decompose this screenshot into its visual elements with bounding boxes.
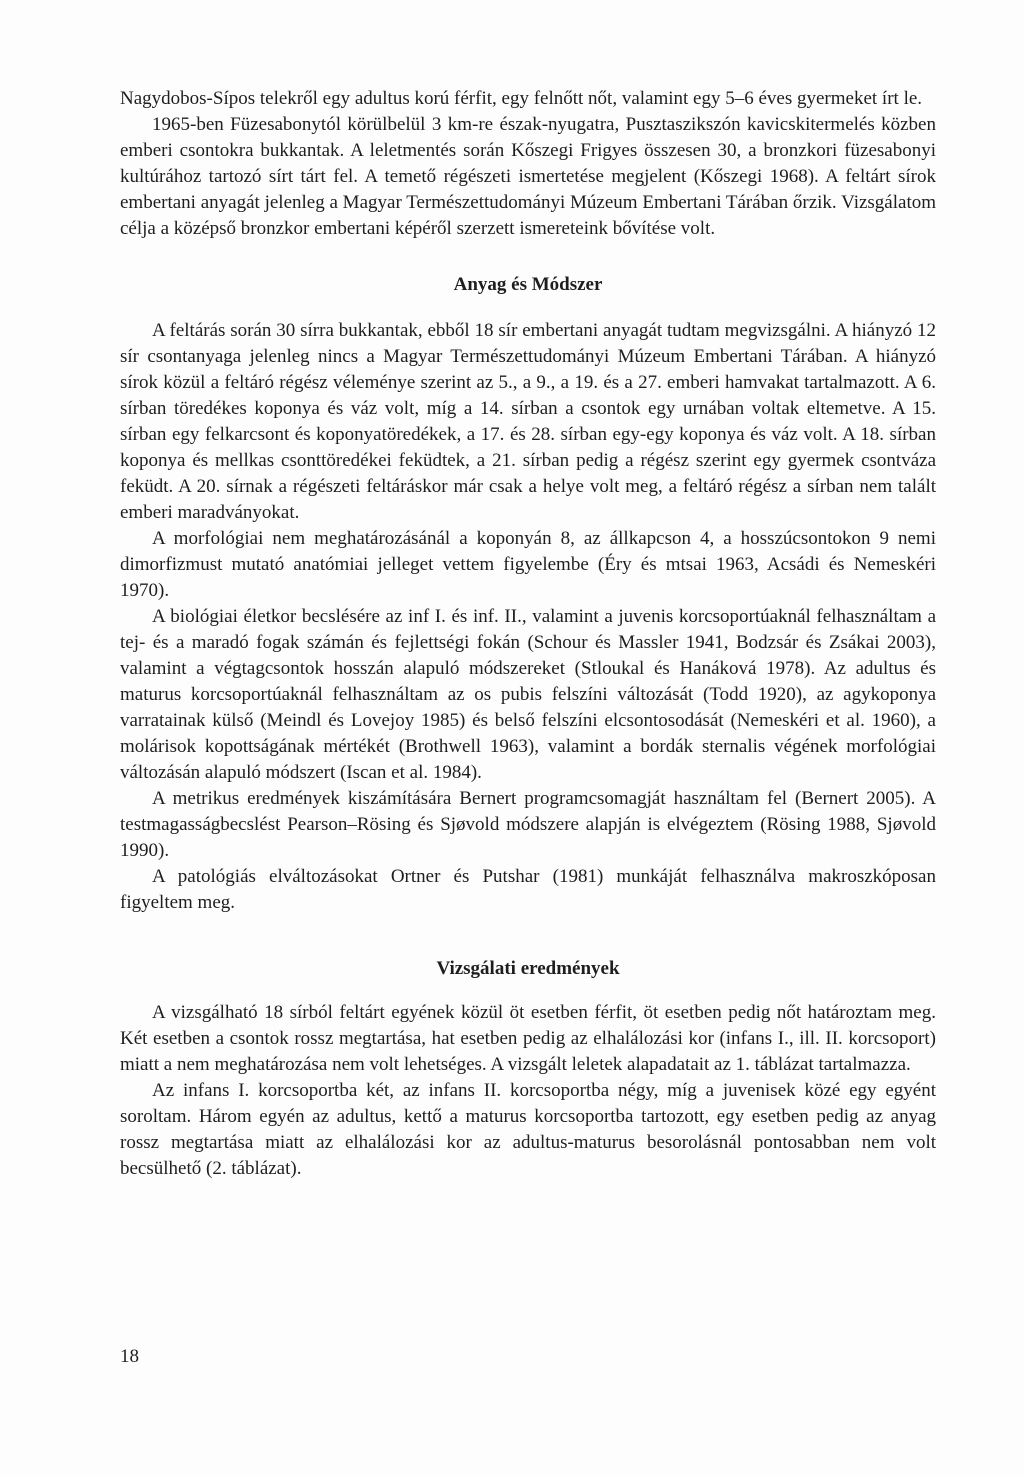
methods-paragraph-1: A feltárás során 30 sírra bukkantak, ebből 18 sír embertani anyagát tudtam megvizsgálni. A hiányzó 12 sír csontanyaga jelenleg nincs a Magyar Természettudományi Múzeum Embertani Tárában. A hiányzó sírok közül a feltáró régész véleménye szerint az 5., a 9., a 19. és a 27. emberi hamvakat tartalmazott. A 6. sírban töredékes koponya és váz volt, míg a 14. sírban a csontok egy urnában voltak eltemetve. A 15. sírban egy felkarcsont és koponyatöredékek, a 17. és 28. sírban egy-egy koponya és váz volt. A 18. sírban koponya és mellkas csonttöredékei feküdtek, a 21. sírban pedig a régész szerint egy gyermek csontváza feküdt. A 20. sírnak a régészeti feltáráskor már csak a helye volt meg, a feltáró régész a sírban nem talált emberi maradványokat. xyxy=(120,320,936,523)
results-paragraph-2: Az infans I. korcsoportba két, az infans II. korcsoportba négy, míg a juvenisek közé egy egyént soroltam. Három egyén az adultus, kettő a maturus korcsoportba tartozott, egy esetben pedig az anyag rossz megtartása miatt az elhalálozási kor az adultus-maturus besorolásnál pontosabban nem volt becsülhető (2. táblázat). xyxy=(120,1080,936,1179)
methods-paragraph-3: A biológiai életkor becslésére az inf I. és inf. II., valamint a juvenis korcsoportúaknál felhasználtam a tej- és a maradó fogak számán és fejlettségi fokán (Schour és Massler 1941, Bodzsár és Zsákai 2003), valamint a végtagcsontok hosszán alapuló módszereket (Stloukal és Hanáková 1978). Az adultus és maturus korcsoportúaknál felhasználtam az os pubis felszíni változását (Todd 1920), az agykoponya varratainak külső (Meindl és Lovejoy 1985) és belső felszíni elcsontosodását (Nemeskéri et al. 1960), a molárisok kopottságának mértékét (Brothwell 1963), valamint a bordák sternalis végének morfológiai változásán alapuló módszert (Iscan et al. 1984). xyxy=(120,606,936,783)
methods-paragraph-2: A morfológiai nem meghatározásánál a koponyán 8, az állkapcson 4, a hosszúcsontokon 9 nemi dimorfizmust mutató anatómiai jelleget vettem figyelembe (Éry és mtsai 1963, Acsádi és Nemeskéri 1970). xyxy=(120,528,936,601)
methods-paragraph-5: A patológiás elváltozásokat Ortner és Putshar (1981) munkáját felhasználva makroszkóposan figyeltem meg. xyxy=(120,866,936,913)
methods-paragraph-4: A metrikus eredmények kiszámítására Bernert programcsomagját használtam fel (Bernert 2005). A testmagasságbecslést Pearson–Rösing és Sjøvold módszere alapján is elvégeztem (Rösing 1988, Sjøvold 1990). xyxy=(120,788,936,861)
text-column xyxy=(120,86,936,1182)
intro-paragraph-1: Nagydobos-Sípos telekről egy adultus korú férfit, egy felnőtt nőt, valamint egy 5–6 éves gyermeket írt le. xyxy=(120,88,923,109)
section-heading-anyag-es-modszer: Anyag és Módszer xyxy=(453,274,603,295)
results-paragraph-1: A vizsgálható 18 sírból feltárt egyének közül öt esetben férfit, öt esetben pedig nőt határoztam meg. Két esetben a csontok rossz megtartása, hat esetben pedig az elhalálozási kor (infans I., ill. II. korcsoport) miatt a nem meghatározása nem volt lehetséges. A vizsgált leletek alapadatait az 1. táblázat tartalmazza. xyxy=(120,1002,936,1075)
page-number: 18 xyxy=(120,1346,139,1367)
intro-paragraph-2: 1965-ben Füzesabonytól körülbelül 3 km-re észak-nyugatra, Pusztaszikszón kavicskitermelés közben emberi csontokra bukkantak. A leletmentés során Kőszegi Frigyes összesen 30, a bronzkori füzesabonyi kultúrához tartozó sírt tárt fel. A temető régészeti ismertetése megjelent (Kőszegi 1968). A feltárt sírok embertani anyagát jelenleg a Magyar Természettudományi Múzeum Embertani Tárában őrzik. Vizsgálatom célja a középső bronzkor embertani képéről szerzett ismereteink bővítése volt. xyxy=(120,114,936,239)
section-heading-vizsgalati-eredmenyek: Vizsgálati eredmények xyxy=(436,958,620,979)
